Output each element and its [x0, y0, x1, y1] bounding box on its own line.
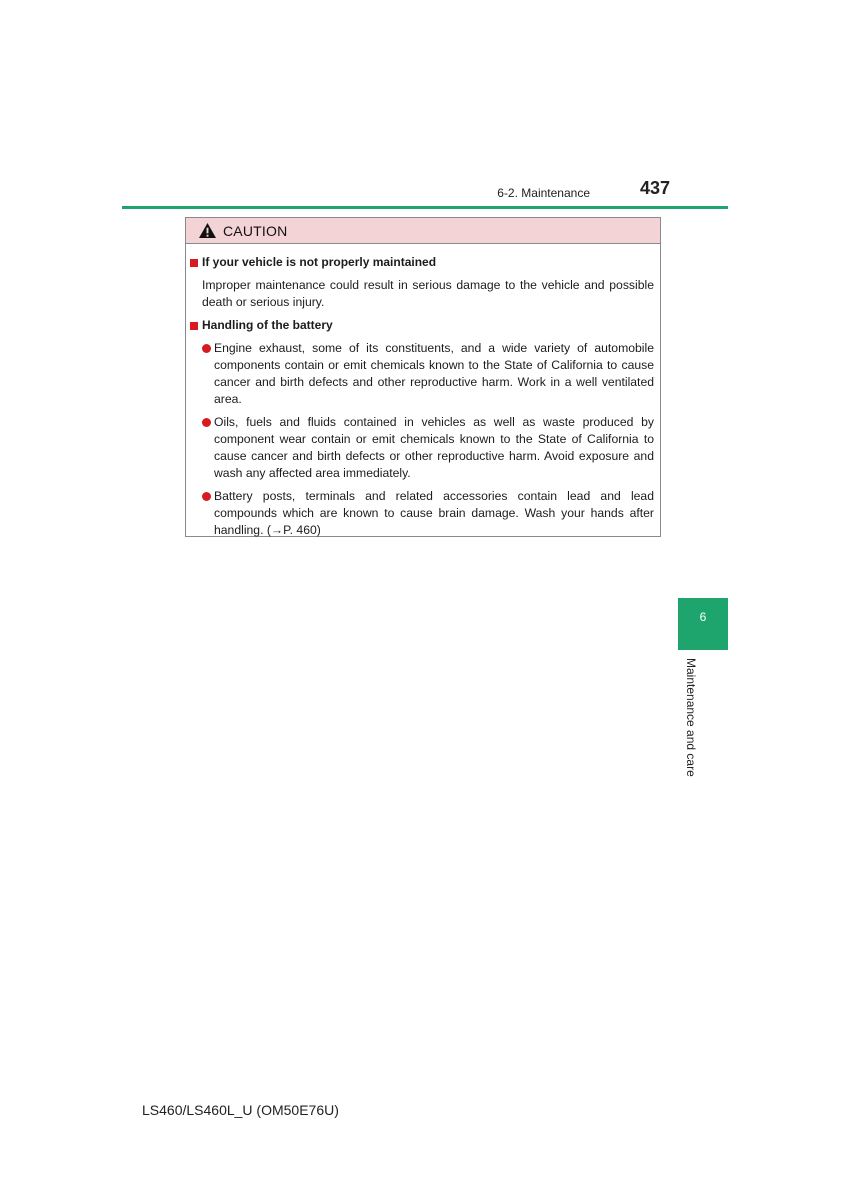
red-dot-bullet-icon: [202, 418, 211, 427]
list-item-text: Engine exhaust, some of its constituents, and a wide variety of automobile components contain or emit chemicals known to the State of California to cause cancer and birth defects and other reproductive harm. Work in a well ventilated area.: [214, 341, 654, 406]
chapter-tab: [678, 598, 728, 650]
section-heading-text: Handling of the battery: [202, 318, 333, 332]
chapter-number: 6: [699, 610, 707, 624]
caution-body: [190, 254, 654, 539]
caution-header: [186, 218, 660, 244]
red-dot-bullet-icon: [202, 492, 211, 501]
red-square-bullet-icon: [190, 322, 198, 330]
red-square-bullet-icon: [190, 259, 198, 267]
list-item: [190, 340, 654, 408]
caution-title: CAUTION: [223, 222, 288, 239]
section-heading-text: If your vehicle is not properly maintained: [202, 255, 437, 269]
caution-box: [185, 217, 661, 537]
list-item: [190, 488, 654, 539]
list-item-text: Oils, fuels and fluids contained in vehicles as well as waste produced by component wear contain or emit chemicals known to the State of California to cause cancer and birth defects or other reproductive harm. Avoid exposure and wash any affected area immediately.: [214, 415, 654, 480]
section-heading: [190, 317, 654, 334]
warning-triangle-icon: [198, 222, 217, 239]
list-item-text: Battery posts, terminals and related accessories contain lead and lead compounds which are known to cause brain damage. Wash your hands after handling. (→P. 460): [214, 489, 654, 537]
list-item: [190, 414, 654, 482]
header-divider: [122, 206, 728, 209]
section-paragraph: Improper maintenance could result in serious damage to the vehicle and possible death or serious injury.: [202, 278, 654, 309]
chapter-label: Maintenance and care: [684, 658, 698, 777]
section-heading: [190, 254, 654, 271]
footer-model: LS460/LS460L_U (OM50E76U): [142, 1102, 339, 1118]
red-dot-bullet-icon: [202, 344, 211, 353]
page-number: 437: [639, 178, 670, 198]
header-section-title: 6-2. Maintenance: [497, 186, 590, 200]
